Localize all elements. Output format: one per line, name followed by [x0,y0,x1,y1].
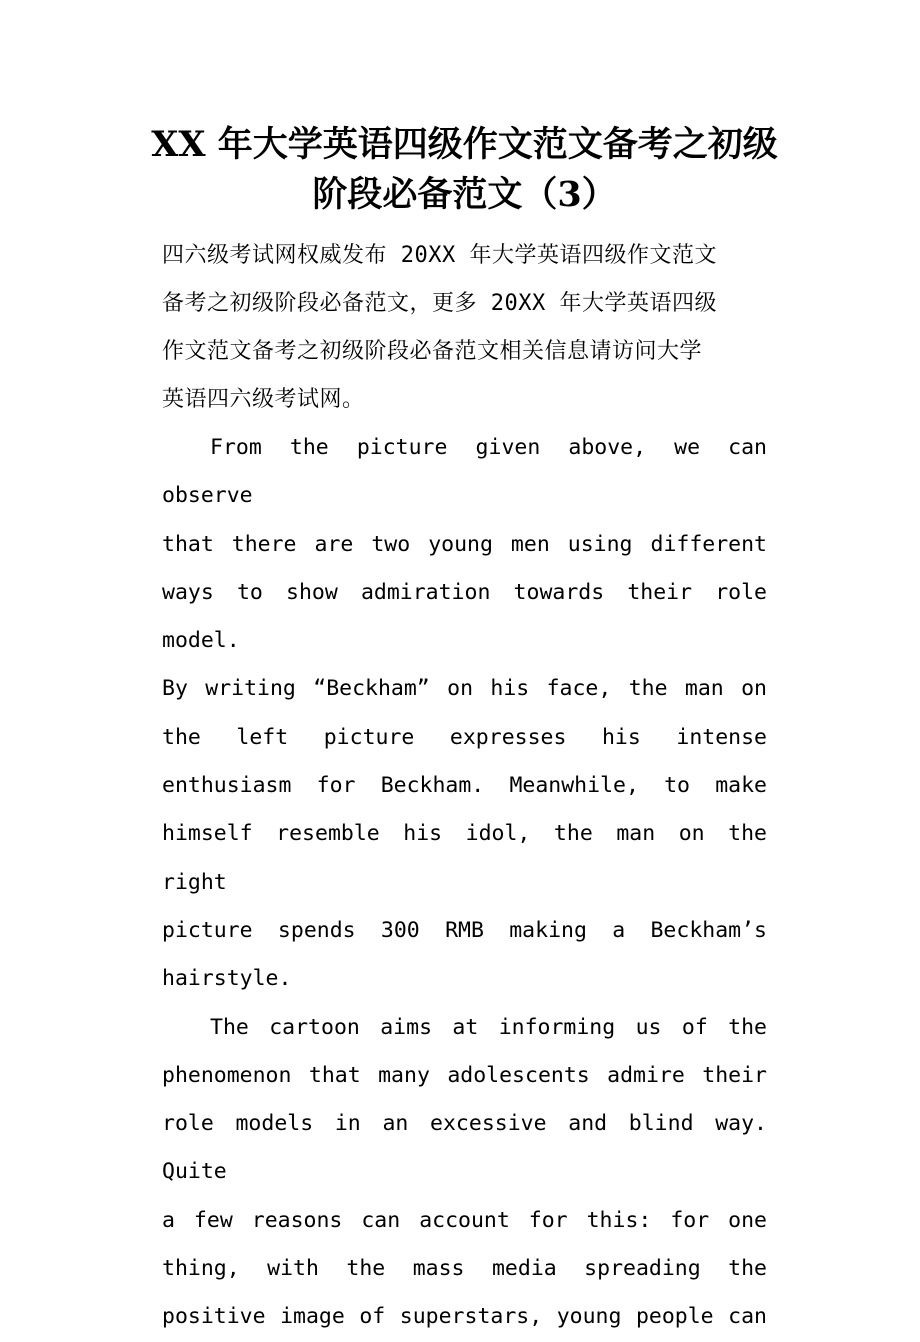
paragraph-line: positive image of superstars, young people can [162,1304,767,1330]
intro-line: 四六级考试网权威发布 20XX 年大学英语四级作文范文 [162,243,717,268]
intro-line: 作文范文备考之初级阶段必备范文相关信息请访问大学 [162,339,703,364]
paragraph-line: From the picture given above, we can observe [162,435,767,509]
body-paragraph-2 [162,1004,767,1342]
body-paragraph-1 [162,424,767,1004]
paragraph-line: that there are two young men using different [162,531,767,557]
paragraph-line: By writing “Beckham” on his face, the man on [162,676,767,702]
paragraph-line: ways to show admiration towards their role model. [162,579,767,654]
paragraph-line: the left picture expresses his intense [162,724,767,750]
title-line: XX 年大学英语四级作文范文备考之初级 [151,124,778,165]
paragraph-line: role models in an excessive and blind way. Quite [162,1111,767,1185]
title-line: 阶段必备范文（3） [312,174,617,215]
paragraph-line: hairstyle. [162,966,292,992]
paragraph-line: enthusiasm for Beckham. Meanwhile, to make [162,773,767,799]
paragraph-line: himself resemble his idol, the man on the right [162,821,767,895]
document-page [151,120,778,1342]
paragraph-line: The cartoon aims at informing us of the [210,1014,767,1040]
intro-line: 备考之初级阶段必备范文，更多 20XX 年大学英语四级 [162,291,717,316]
paragraph-line: phenomenon that many adolescents admire their [162,1062,767,1088]
intro-line: 英语四六级考试网。 [162,387,365,412]
document-title [142,120,787,220]
paragraph-line: thing, with the mass media spreading the [162,1256,767,1282]
intro-paragraph [162,232,767,424]
paragraph-line: a few reasons can account for this: for one [162,1207,767,1233]
paragraph-line: picture spends 300 RMB making a Beckham’s [162,917,767,943]
